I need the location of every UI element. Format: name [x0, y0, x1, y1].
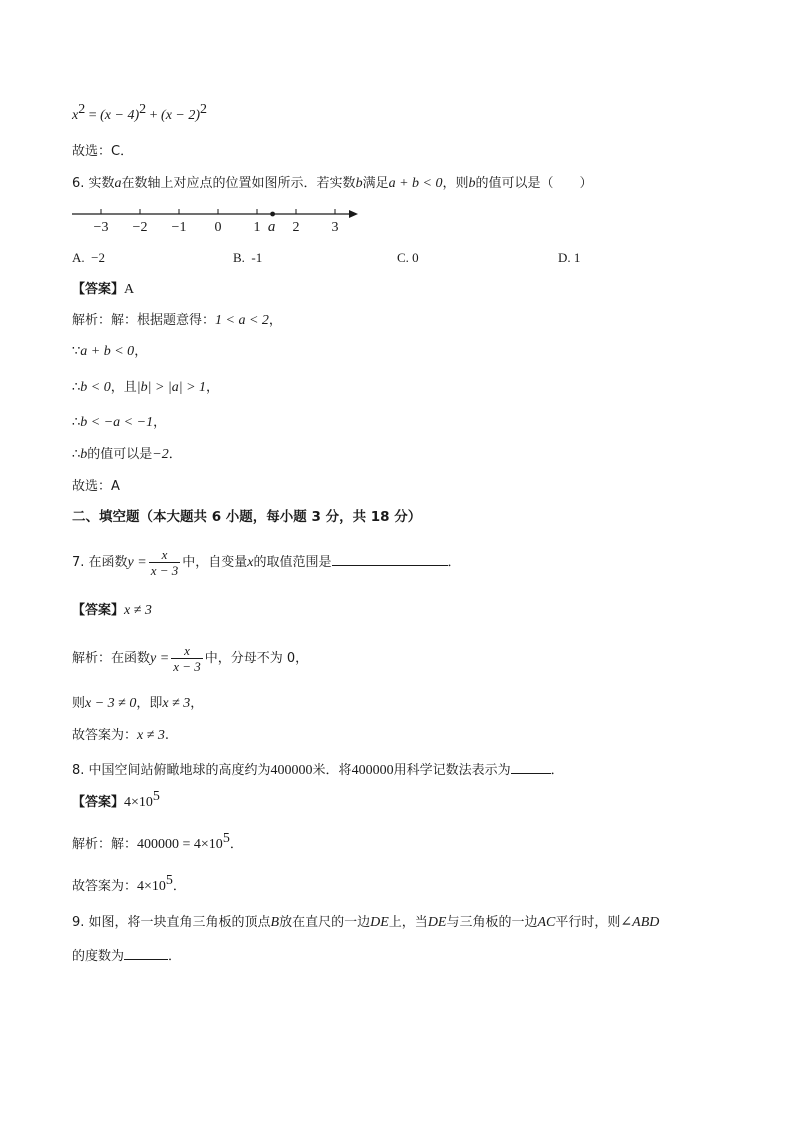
analysis-math: b < −a < −1: [80, 415, 154, 430]
analysis-math: |b| > |a| > 1: [136, 380, 207, 395]
stem-text: 的取值范围是: [253, 555, 332, 570]
option-d: [558, 250, 580, 266]
equation-term-2: (x − 2): [161, 108, 201, 123]
therefore-symbol: ∴: [72, 447, 81, 462]
analysis-text: ，即: [136, 696, 163, 711]
var-b: b: [468, 176, 476, 191]
number-value: 400000: [351, 763, 394, 778]
analysis-text: .: [164, 728, 170, 743]
q8-answer: [72, 789, 160, 813]
stem-text: 米．将: [312, 763, 352, 778]
exponent: 2: [139, 102, 147, 117]
stem-text: 满足: [362, 176, 389, 191]
q6-final-answer: 故选：A: [72, 479, 120, 494]
q6-analysis-5: [72, 445, 182, 465]
q7-answer: [72, 601, 152, 621]
analysis-text: 解析：解：根据题意得：: [72, 313, 216, 328]
section-heading: 二、填空题（本大题共 6 小题，每小题 3 分，共 18 分）: [72, 509, 422, 525]
stem-text: 中国空间站俯瞰地球的高度约为: [84, 763, 271, 778]
therefore-symbol: ∴: [72, 380, 81, 395]
analysis-text: ，: [206, 380, 220, 395]
analysis-text: ，: [268, 313, 282, 328]
stem-text: 的度数为: [72, 949, 125, 964]
tick-label: −1: [171, 220, 187, 235]
analysis-math: x ≠ 3: [162, 696, 191, 711]
tick-label: 1: [253, 220, 261, 235]
option-a: [72, 250, 105, 266]
answer-blank[interactable]: [124, 945, 168, 960]
function-lhs: y =: [150, 651, 170, 666]
function-lhs: y =: [127, 555, 147, 570]
stem-text: 与三角板的一边: [446, 915, 538, 930]
equals-sign: =: [85, 108, 101, 123]
tick-label: 0: [214, 220, 222, 235]
question-number: 8.: [72, 763, 85, 778]
analysis-math: 400000 = 4×10: [137, 837, 223, 852]
answer-value: 4×10: [124, 795, 153, 810]
var-x: x: [247, 555, 254, 570]
segment-ac: AC: [537, 915, 556, 930]
var-a: a: [114, 176, 122, 191]
because-symbol: ∵: [72, 344, 81, 359]
analysis-text: 故答案为：: [72, 728, 138, 743]
answer-blank[interactable]: [511, 759, 551, 774]
analysis-text: ，且: [110, 380, 137, 395]
fraction: [171, 643, 203, 674]
analysis-text: 中，分母不为 0，: [204, 651, 309, 666]
option-c: [397, 250, 419, 266]
stem-text: ．: [550, 763, 564, 778]
point-a-dot: [270, 212, 275, 217]
answer-tag: 【答案】: [72, 795, 125, 810]
answer-tag: 【答案】: [72, 603, 125, 618]
point-b: B: [270, 915, 280, 930]
q9-stem: [72, 913, 659, 933]
analysis-math: −2: [152, 447, 169, 462]
option-label: A.: [72, 250, 85, 265]
var-b: b: [355, 176, 363, 191]
condition: a + b < 0: [388, 176, 443, 191]
answer-value: x ≠ 3: [124, 603, 152, 618]
stem-text: ，则: [442, 176, 469, 191]
option-label: C.: [397, 250, 409, 265]
analysis-math: x − 3 ≠ 0: [85, 696, 137, 711]
q7-analysis-1: [72, 642, 308, 676]
stem-text: 放在直尺的一边: [279, 915, 371, 930]
tick-label: −3: [93, 220, 109, 235]
analysis-text: ．: [172, 879, 186, 894]
option-value: 1: [573, 250, 581, 265]
q8-analysis: [72, 831, 243, 855]
number-line-figure: [68, 204, 368, 240]
question-number: 9.: [72, 915, 85, 930]
analysis-text: 解析：解：: [72, 837, 138, 852]
stem-text: 实数: [84, 176, 115, 191]
arrow-head-icon: [349, 210, 358, 218]
segment-de: DE: [427, 915, 447, 930]
analysis-text: ，: [134, 344, 148, 359]
tick-label: −2: [132, 220, 148, 235]
stem-text: 在函数: [84, 555, 128, 570]
fraction-denominator: x − 3: [150, 563, 179, 578]
question-number: 7.: [72, 555, 85, 570]
option-b: [233, 250, 262, 266]
stem-text: 的值可以是（ ）: [475, 176, 593, 191]
analysis-math: 1 < a < 2: [215, 313, 269, 328]
stem-text: ．: [447, 555, 461, 570]
q6-analysis-1: [72, 311, 282, 331]
tick-label: 2: [292, 220, 300, 235]
answer-tag: 【答案】: [72, 282, 125, 297]
analysis-text: 的值可以是: [87, 447, 153, 462]
angle-abd: ∠ABD: [620, 915, 660, 930]
q6-answer: [72, 280, 134, 300]
analysis-text: 则: [72, 696, 86, 711]
q6-analysis-4: [72, 413, 166, 433]
q7-analysis-2: [72, 694, 203, 714]
fraction-numerator: x: [161, 547, 168, 562]
number-value: 400000: [270, 763, 313, 778]
segment-de: DE: [370, 915, 389, 930]
analysis-text: ，: [153, 415, 167, 430]
exponent: 5: [152, 789, 160, 804]
option-value: 0: [412, 250, 419, 265]
answer-math: 4×10: [137, 879, 166, 894]
option-label: B.: [233, 250, 245, 265]
stem-text: 平行时，则: [555, 915, 621, 930]
fraction-denominator: x − 3: [173, 659, 201, 674]
equation-lhs: x: [72, 108, 79, 123]
stem-text: ．: [168, 949, 182, 964]
answer-math: x ≠ 3: [137, 728, 165, 743]
stem-text: 用科学记数法表示为: [393, 763, 511, 778]
q7-final-answer: [72, 726, 169, 746]
stem-text: 在数轴上对应点的位置如图所示．若实数: [121, 176, 356, 191]
analysis-text: 解析：在函数: [72, 651, 151, 666]
q5-final-answer: 故选：C．: [72, 144, 134, 159]
equation-line: [72, 102, 208, 126]
q9-stem-line2: [72, 945, 181, 967]
q6-stem: [72, 174, 593, 194]
equation-term-1: (x − 4): [100, 108, 140, 123]
answer-value: A: [124, 282, 135, 297]
analysis-text: ，: [190, 696, 204, 711]
plus-sign: +: [146, 108, 162, 123]
analysis-text: ．: [229, 837, 243, 852]
analysis-text: ．: [168, 447, 182, 462]
exponent: 2: [200, 102, 208, 117]
q7-stem: [72, 546, 461, 580]
fraction: [149, 547, 181, 578]
exponent: 5: [222, 831, 230, 846]
q6-analysis-3: [72, 378, 219, 398]
fraction-numerator: x: [184, 643, 190, 658]
question-number: 6.: [72, 176, 85, 191]
analysis-math: a + b < 0: [80, 344, 135, 359]
exponent: 5: [165, 873, 173, 888]
option-label: D.: [558, 250, 571, 265]
stem-text: 中，自变量: [182, 555, 248, 570]
analysis-math: b < 0: [80, 380, 111, 395]
point-a-label: a: [267, 219, 276, 235]
analysis-math: b: [80, 447, 88, 462]
exponent: 2: [78, 102, 86, 117]
option-value: −2: [91, 250, 105, 265]
stem-text: 如图，将一块直角三角板的顶点: [84, 915, 271, 930]
tick-label: 3: [331, 220, 339, 235]
answer-blank[interactable]: [332, 551, 448, 566]
analysis-text: 故答案为：: [72, 879, 138, 894]
q8-final-answer: [72, 873, 186, 897]
therefore-symbol: ∴: [72, 415, 81, 430]
option-value: -1: [251, 250, 263, 265]
q8-stem: [72, 759, 564, 781]
stem-text: 上，当: [388, 915, 428, 930]
q6-analysis-2: [72, 342, 147, 362]
